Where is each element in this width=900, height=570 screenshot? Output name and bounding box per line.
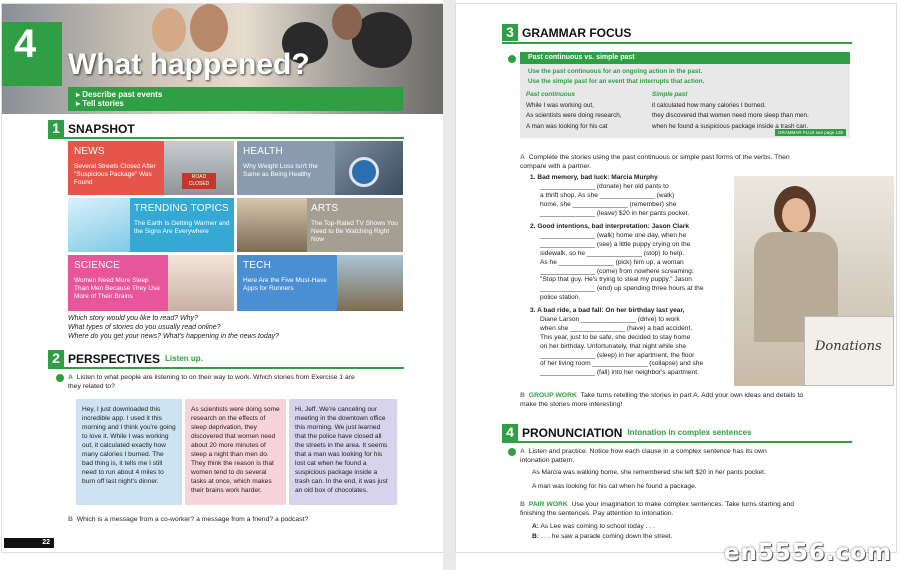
tile-arts (237, 198, 403, 252)
instruction-text: Take turns retelling the stories in part A. Add your own ideas and details to make the stories more interesting! (520, 392, 804, 408)
tile-label: HEALTH (243, 146, 283, 157)
section-number: 1 (48, 120, 64, 137)
goal-item: ▸ Describe past events (76, 90, 163, 99)
book-gutter (443, 0, 456, 570)
watermark: en5556.com (723, 540, 892, 566)
banner-face (190, 4, 228, 52)
iceberg-photo (68, 198, 130, 252)
speaker: B: (532, 533, 539, 540)
story-line: 1. Bad memory, bad luck: Marcia Murphy (530, 174, 658, 181)
story-1 (530, 174, 689, 219)
grammar-rule: Use the simple past for an event that interrupts that action. (528, 78, 705, 85)
audio-icon[interactable] (508, 448, 516, 456)
section-subtitle: Intonation in complex sentences (627, 428, 752, 437)
tile-label: TRENDING TOPICS (134, 203, 229, 214)
letter-b: B (520, 501, 525, 508)
story-line: _______________ (come) from nowhere screaming: (540, 267, 694, 275)
tile-headline: The Earth Is Getting Warmer and the Signs Are Everywhere (134, 220, 230, 235)
message-bubble-2: As scientists were doing some research on the effects of sleep deprivation, they discovered that women need about 20 more minutes of sleep a night than men do. They think the reason is that women tend to do several tasks at once, which makes their brains work harder. (185, 399, 286, 505)
question: Where do you get your news? What's happening in the news today? (68, 333, 280, 340)
unit-number: 4 (14, 22, 37, 66)
woman-face (782, 198, 810, 232)
pair-work-label: PAIR WORK (528, 501, 568, 508)
story-2 (530, 223, 704, 303)
perspectives-a (68, 373, 368, 391)
tile-label: SCIENCE (74, 260, 120, 271)
instruction-text: Complete the stories using the past continuous or simple past forms of the verbs. Then compare with a partner. (520, 154, 790, 170)
tile-headline: Here Are the Five Must-Have Apps for Runners (243, 277, 327, 292)
grammar-box-title: Past continuous vs. simple past (520, 52, 850, 64)
section-title: PERSPECTIVES (68, 351, 161, 366)
tile-headline: The Top-Rated TV Shows You Need to Be Watching Right Now (311, 220, 398, 243)
story-line: a thrift shop. As she _______________ (walk) (540, 191, 675, 199)
line-text: As Lee was coming to school today . . . (540, 523, 655, 530)
letter-a: A (520, 154, 525, 161)
letter-a: A (68, 374, 73, 381)
section-number: 3 (502, 24, 518, 41)
example: they discovered that women need more sleep than men. (652, 112, 809, 119)
section-number: 4 (502, 424, 518, 441)
instruction-text: Listen to what people are listening to on their way to work. Which stories from Exercise 1 are they related to? (68, 374, 355, 390)
runner-photo (337, 255, 403, 311)
tile-trending (68, 198, 234, 252)
banner-face (152, 8, 186, 52)
story-line: _______________ (walk) home one day, when he (540, 231, 687, 239)
story-line: 2. Good intentions, bad interpretation: Jason Clark (530, 223, 690, 230)
perspectives-b (68, 515, 388, 524)
line-text: . . . he saw a parade coming down the street. (540, 533, 673, 540)
story-line: _______________ (fall) into her neighbor's apartment. (540, 369, 699, 377)
column-head: Past continuous (526, 91, 575, 98)
section-subtitle: Listen up. (165, 354, 203, 363)
section-rule (502, 42, 852, 44)
speaker: A: (532, 523, 539, 530)
section-rule (48, 137, 404, 139)
grammar-box (520, 52, 850, 138)
story-line: when she _______________ (have) a bad accident. (540, 324, 693, 332)
sleeping-photo (168, 255, 234, 311)
intonation-example-1: As Marcia was walking home, she remembered she left $20 in her pants pocket. (532, 469, 766, 476)
perspectives-heading (48, 350, 203, 367)
pronunciation-b (520, 500, 810, 518)
story-line: _______________ (see) a little puppy crying on the (540, 240, 691, 248)
tile-label: NEWS (74, 146, 105, 157)
story-line: police station. (540, 294, 581, 302)
example: While I was working out, (526, 101, 594, 109)
past-continuous-column (526, 90, 622, 132)
banner-face (332, 4, 362, 40)
tile-health (237, 141, 403, 195)
scale-photo (335, 141, 403, 195)
intonation-example-2: A man was looking for his cat when he found a package. (532, 483, 697, 490)
scale-icon (349, 157, 379, 187)
question: What types of stories do you usually read online? (68, 324, 221, 331)
tile-headline: Women Need More Sleep Than Men Because They Use More of Their Brains (74, 277, 160, 300)
dialogue-line-a (532, 523, 655, 532)
grammar-b (520, 391, 820, 409)
example: when he found a suspicious package inside a trash can. (652, 122, 809, 130)
question: Which story would you like to read? Why? (68, 315, 198, 322)
donations-box: Donations (804, 316, 894, 386)
dialogue-line-b (532, 533, 672, 542)
instruction-text: Which is a message from a co-worker? a message from a friend? a podcast? (76, 516, 309, 523)
story-line: of her living room _______________ (collapse) and she (540, 360, 704, 368)
section-rule (48, 367, 404, 369)
group-work-label: GROUP WORK (528, 392, 577, 399)
section-rule (502, 441, 852, 443)
instruction-text: Use your imagination to make complex sentences. Take turns starting and finishing the sentences. Pay attention to intonation. (520, 501, 795, 517)
pronunciation-heading (502, 424, 751, 441)
instruction-text: Listen and practice. Notice how each clause in a complex sentence has its own intonation pattern. (520, 448, 767, 464)
section-number: 2 (48, 350, 64, 367)
story-line: sidewalk, so he _______________ (stop) to help. (540, 249, 685, 257)
tile-science (68, 255, 234, 311)
story-line: 3. A bad ride, a bad fall: On her birthday last year, (530, 307, 685, 314)
example: As scientists were doing research, (526, 112, 622, 119)
snapshot-heading (48, 120, 135, 137)
unit-goals (68, 87, 403, 111)
example: it calculated how many calories I burned. (652, 101, 766, 109)
message-bubble-1: Hey, I just downloaded this incredible app. I used it this morning and I think you're going to love it. While I was working out, it calculated exactly how many calories I burned. The bad thing is, it tells me I still need to run about 4 miles to burn off last night's dinner. (76, 399, 182, 505)
story-line: _______________ (sleep) in her apartment, the floor (540, 351, 695, 359)
tile-label: ARTS (311, 203, 339, 214)
message-bubble-3: Hi, Jeff. We're canceling our meeting in the downtown office this morning. We just learned that the police have closed all the streets in the area. It seems that a man was looking for his lost cat when he found a suspicious package inside a trash can. In the end, it was just an old box of chocolates. (289, 399, 397, 505)
story-line: As he _______________ (pick) him up, a woman (540, 258, 684, 266)
simple-past-column (652, 90, 809, 132)
goal-item: ▸ Tell stories (76, 99, 124, 108)
tile-headline: Why Weight Loss Isn't the Same as Being Healthy (243, 163, 318, 178)
tile-tech (237, 255, 403, 311)
letter-b: B (68, 516, 73, 523)
left-page (2, 4, 443, 552)
audio-icon[interactable] (56, 374, 64, 382)
grammar-heading (502, 24, 631, 41)
page-number: 22 (4, 538, 54, 548)
story-line: "Stop that guy. He's trying to steal my puppy." Jason (540, 276, 692, 284)
story-line: _______________ (donate) her old pants to (540, 182, 669, 190)
snapshot-questions (68, 314, 279, 341)
road-closed-sign: ROAD CLOSED (182, 173, 216, 189)
story-line: Diane Larson _______________ (drive) to work (540, 315, 680, 323)
section-title: GRAMMAR FOCUS (522, 25, 632, 40)
grammar-plus-link[interactable]: GRAMMAR PLUS see page 135 (775, 129, 846, 136)
pronunciation-a (520, 447, 785, 465)
letter-a: A (520, 448, 525, 455)
tv-room-photo (237, 198, 307, 252)
example: A man was looking for his cat (526, 122, 608, 130)
tile-news (68, 141, 234, 195)
donations-photo (734, 176, 894, 386)
section-title: PRONUNCIATION (522, 425, 623, 440)
column-head: Simple past (652, 91, 688, 98)
tile-label: TECH (243, 260, 272, 271)
letter-b: B (520, 392, 525, 399)
section-title: SNAPSHOT (68, 121, 135, 136)
audio-icon[interactable] (508, 55, 516, 63)
story-line: _______________ (end) up spending three hours at the (540, 285, 704, 293)
grammar-a (520, 153, 790, 171)
story-line: _______________ (leave) $20 in her pants pocket. (540, 209, 690, 217)
story-line: home, she _______________ (remember) she (540, 200, 677, 208)
story-line: on her birthday. Unfortunately, that night while she (540, 342, 687, 350)
right-page (456, 4, 896, 552)
grammar-rule: Use the past continuous for an ongoing action in the past. (528, 68, 703, 75)
unit-title: What happened? (68, 48, 310, 81)
story-3 (530, 307, 703, 378)
story-line: This year, just to be safe, she decided to stay home (540, 333, 691, 341)
tile-headline: Several Streets Closed After "Suspicious Package" Was Found (74, 163, 156, 186)
